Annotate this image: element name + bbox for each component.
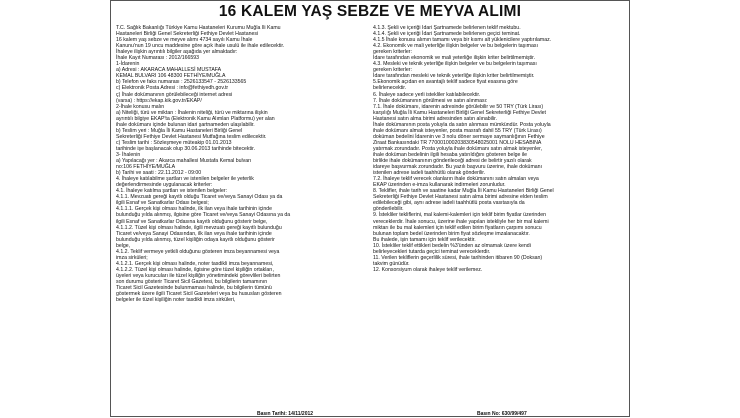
left-line: b) Teslim yeri : Muğla İli Kamu Hastaneleri Birliği Genel <box>116 127 243 134</box>
right-column <box>373 25 624 411</box>
left-line: b) Telefon ve faks numarası : 2526133547 - 2526133565 <box>116 79 247 86</box>
right-line: İhale dokümanının posta yoluyla da satın alınması mümkündür. Posta yoluyla <box>373 121 551 128</box>
right-line: takvim günüdür. <box>373 260 410 267</box>
left-line: 3- İhalenin <box>116 151 141 158</box>
left-column <box>116 25 367 411</box>
right-line: miktarı ile bu mal kalemleri için teklif edilen birim fiyatların çarpımı sonucu <box>373 224 542 231</box>
right-line: 9. İstekliler tekliflerini, mal kalemi-kalemleri için teklif birim fiyatlar üzerinden <box>373 212 546 219</box>
press-number: Basın No: 630/99/497 <box>477 411 527 417</box>
left-line: 4.1.2.1. Gerçek kişi olması halinde, noter tasdikli imza beyannamesi, <box>116 260 274 267</box>
right-line: ihale doküman bedelinin ilgili hesaba yatırıldığını gösteren belge ile <box>373 151 527 158</box>
left-line: T.C. Sağlık Bakanlığı Türkiye Kamu Hastaneleri Kurumu Muğla İli Kamu <box>116 25 281 31</box>
left-line: KEMAL BULVARI 106 48300 FETHİYE/MUĞLA <box>116 73 226 80</box>
right-line: gönderilebilir. <box>373 206 404 213</box>
left-line: 4. İhaleye katılabilme şartları ve istenilen belgeler ile yeterlik <box>116 176 254 183</box>
left-line: a) Niteliği, türü ve miktarı : İhalenin niteliği, türü ve miktarına ilişkin <box>116 109 268 116</box>
right-line: doküman bedelini İdarenin ve 3 nolu döner sermaye saymanlığının Fethiye <box>373 133 545 140</box>
left-line: Sekreterliği Fethiye Devlet Hastanesi Mutfağına teslim edilecektir. <box>116 133 267 140</box>
right-line: 6. İhaleye sadece yerli istekliler katılabilecektir. <box>373 91 481 98</box>
right-line: 4.1.5 İhale konusu alımın tamamı veya bir kısmı alt yüklenicilere yaptırılamaz. <box>373 37 552 44</box>
left-line: 4.1.1.2. Tüzel kişi olması halinde, ilgili mevzuatı gereği kayıtlı bulunduğu <box>116 224 282 231</box>
left-line: Hastaneleri Birliği Genel Sekreterliği Fethiye Devlet Hastanesi <box>116 31 259 38</box>
right-line: istenilen adrese iadeli taahhütlü olarak gönderilir. <box>373 170 486 177</box>
left-line: c) Elektronik Posta Adresi : info@fethiyedh.gov.tr <box>116 85 229 92</box>
left-line: Ticaret Sicil Gazetesinde bulunmaması halinde, bu bilgilerin tümünü <box>116 285 272 292</box>
ad-notice-frame <box>110 0 630 417</box>
left-line: göstermek üzere ilgili Ticaret Sicil Gazeteleri veya bu hususları gösteren <box>116 291 282 298</box>
right-line: 4.1.3. Şekli ve içeriği İdari Şartnamede belirlenen teklif mektubu. <box>373 25 521 31</box>
right-line: 8. Teklifler, ihale tarih ve saatine kadar Muğla İli Kamu Hastaneleri Birliği Genel <box>373 188 554 195</box>
left-line: imza sirküleri; <box>116 254 148 261</box>
right-line: vereceklerdir. İhale sonucu, üzerine ihale yapılan istekliyle her bir mal kalemi <box>373 218 549 225</box>
left-line: son durumu gösterir Ticaret Sicil Gazetesi, bu bilgilerin tamamının <box>116 278 268 285</box>
right-line: İdare tarafından ekonomik ve mali yeterliğe ilişkin kriter belirtilmemiştir. <box>373 55 536 62</box>
right-line: belirleyecekleri tutarda geçici teminat vereceklerdir. <box>373 248 491 255</box>
left-line: belge, <box>116 242 131 249</box>
right-line: Bu ihalede, işin tamamı için teklif verilecektir. <box>373 236 476 243</box>
left-line: İhale Kayıt Numarası : 2012/166593 <box>116 55 200 62</box>
left-line: İhaleye ilişkin ayrıntılı bilgiler aşağıda yer almaktadır: <box>116 49 238 56</box>
right-line: gereken kriterler: <box>373 49 412 56</box>
left-line: (varsa) : https://ekap.kik.gov.tr/EKAP/ <box>116 97 202 104</box>
right-line: karşılığı Muğla İli Kamu Hastaneleri Birliği Genel Sekreterliği Fethiye Devlet <box>373 109 546 116</box>
left-line: a) Adresi : AKARACA MAHALLESİ MUSTAFA <box>116 67 222 74</box>
right-line: idareye başvurmak zorundadır. Bu yazılı başvuru üzerine, ihale dokümanı <box>373 164 542 171</box>
left-line: 4.1.1.1. Gerçek kişi olması halinde, ilk ilan veya ihale tarihinin içinde <box>116 206 272 213</box>
right-line: 5.Ekonomik açıdan en avantajlı teklif sadece fiyat esasına göre <box>373 79 518 86</box>
left-line: ilgili Esnaf ve Sanatkarlar Odasına kayıtlı olduğunu gösterir belge, <box>116 218 268 225</box>
left-line: bulunduğu yılda alınmış, ilgisine göre Ticaret ve/veya Sanayi Odasına ya da <box>116 212 291 219</box>
left-line: b) Tarihi ve saati : 22.11.2012 - 09:00 <box>116 170 202 177</box>
right-line: Ziraat Bankasındaki TR 770001000203830548025001 NOLU HESABINA <box>373 139 542 146</box>
left-line: 4.1.2.2. Tüzel kişi olması halinde, ilgisine göre tüzel kişiliğin ortakları, <box>116 266 274 273</box>
right-line: birlikte ihale dokümanının gönderileceği adresi de belirtir yazılı olarak <box>373 158 532 165</box>
left-line: değerlendirmesinde uygulanacak kriterler: <box>116 182 213 189</box>
left-line: no:106 FETHİYE/MUĞLA <box>116 164 176 171</box>
left-line: belgeler ile tüzel kişiliğin noter tasdikli imza sirküleri, <box>116 297 236 304</box>
right-line: 4.1.4. Şekli ve içeriği İdari Şartnamede belirlenen geçici teminat. <box>373 31 521 38</box>
left-line: 1-İdarenin <box>116 61 140 68</box>
right-line: 12. Konsorsiyum olarak ihaleye teklif verilemez. <box>373 266 483 273</box>
left-line: ç) İhale dokümanının görülebileceği internet adresi <box>116 91 233 98</box>
right-line: 7.1. İhale dokümanı, idarenin adresinde görülebilir ve 50 TRY (Türk Lirası) <box>373 103 544 110</box>
right-line: bulunan toplam bedel üzerinden birim fiyat sözleşme imzalanacaktır. <box>373 230 530 237</box>
left-line: 2-İhale konusu malın <box>116 103 165 110</box>
left-line: 4.1. İhaleye katılma şartları ve istenilen belgeler: <box>116 188 228 195</box>
left-line: üyeleri veya kurucuları ile tüzel kişiliğin yönetimindeki görevlileri belirten <box>116 272 281 279</box>
left-line: 4.1.1. Mevzuatı gereği kayıtlı olduğu Ticaret ve/veya Sanayi Odası ya da <box>116 194 283 201</box>
left-line: Kanunu'nun 19 uncu maddesine göre açık ihale usulü ile ihale edilecektir. <box>116 43 285 50</box>
left-line: 4.1.2. Teklif vermeye yetkili olduğunu gösteren imza beyannamesi veya <box>116 248 280 255</box>
left-line: Ticaret ve/veya Sanayi Odasından, ilk ilan veya ihale tarihinin içinde <box>116 230 272 237</box>
right-line: Sekreterliği Fethiye Devlet Hastanesi satın alma birimi adresine elden teslim <box>373 194 548 201</box>
left-line: 16 kalem yaş sebze ve meyve alımı 4734 sayılı Kamu İhale <box>116 37 253 44</box>
right-line: gereken kriterler: <box>373 67 412 74</box>
right-line: İdare tarafından mesleki ve teknik yeterliğe ilişkin kriter belirtilmemiştir. <box>373 73 535 80</box>
right-line: 11. Verilen tekliflerin geçerlilik süresi, ihale tarihinden itibaren 90 (Doksan) <box>373 254 543 261</box>
right-line: 10. İstekliler teklif ettikleri bedelin %3'ünden az olmamak üzere kendi <box>373 242 531 249</box>
right-line: edilebileceği gibi, aynı adrese iadeli taahhütlü posta vasıtasıyla da <box>373 200 525 207</box>
left-line: tarihinde işe başlanacak olup 30.06.2013 tarihinde bitecektir. <box>116 145 256 152</box>
left-line: ayrıntılı bilgiye EKAP'ta (Elektronik Kamu Alımları Platformu) yer alan <box>116 115 275 122</box>
right-line: 4.2. Ekonomik ve mali yeterliğe ilişkin belgeler ve bu belgelerin taşıması <box>373 43 538 50</box>
right-line: 7. İhale dokümanının görülmesi ve satın alınması: <box>373 97 488 104</box>
left-line: bulunduğu yılda alınmış, tüzel kişiliğin odaya kayıtlı olduğunu gösterir <box>116 236 275 243</box>
notice-title: 16 KALEM YAŞ SEBZE VE MEYVA ALIMI <box>218 3 522 20</box>
right-line: 4.3. Mesleki ve teknik yeterliğe ilişkin belgeler ve bu belgelerin taşıması <box>373 61 537 68</box>
left-line: ihale dokümanı içinde bulunan idari şartnameden ulaşılabilir. <box>116 121 255 128</box>
left-line: c) Teslim tarihi : Sözleşmeye müteakip 01.01.2013 <box>116 139 232 146</box>
right-line: EKAP üzerinden e-imza kullanarak indirmeleri zorunludur. <box>373 182 506 189</box>
left-line: ilgili Esnaf ve Sanatkarlar Odası belgesi; <box>116 200 209 207</box>
press-date: Basın Tarihi: 14/11/2012 <box>257 411 314 417</box>
right-line: belirlenecektir. <box>373 85 407 92</box>
right-line: Hastanesi satın alma birimi adresinden satın alınabilir. <box>373 115 497 122</box>
right-line: 7.2. İhaleye teklif verecek olanların ihale dokümanını satın almaları veya <box>373 176 539 183</box>
right-line: yatırmak zorundadır. Posta yoluyla ihale dokümanı satın almak isteyenler, <box>373 145 542 152</box>
right-line: ihale dokümanı almak isteyenler, posta masrafı dahil 55 TRY (Türk Lirası) <box>373 127 542 134</box>
left-line: a) Yapılacağı yer : Akarca mahallesi Mustafa Kemal bulvarı <box>116 158 252 165</box>
